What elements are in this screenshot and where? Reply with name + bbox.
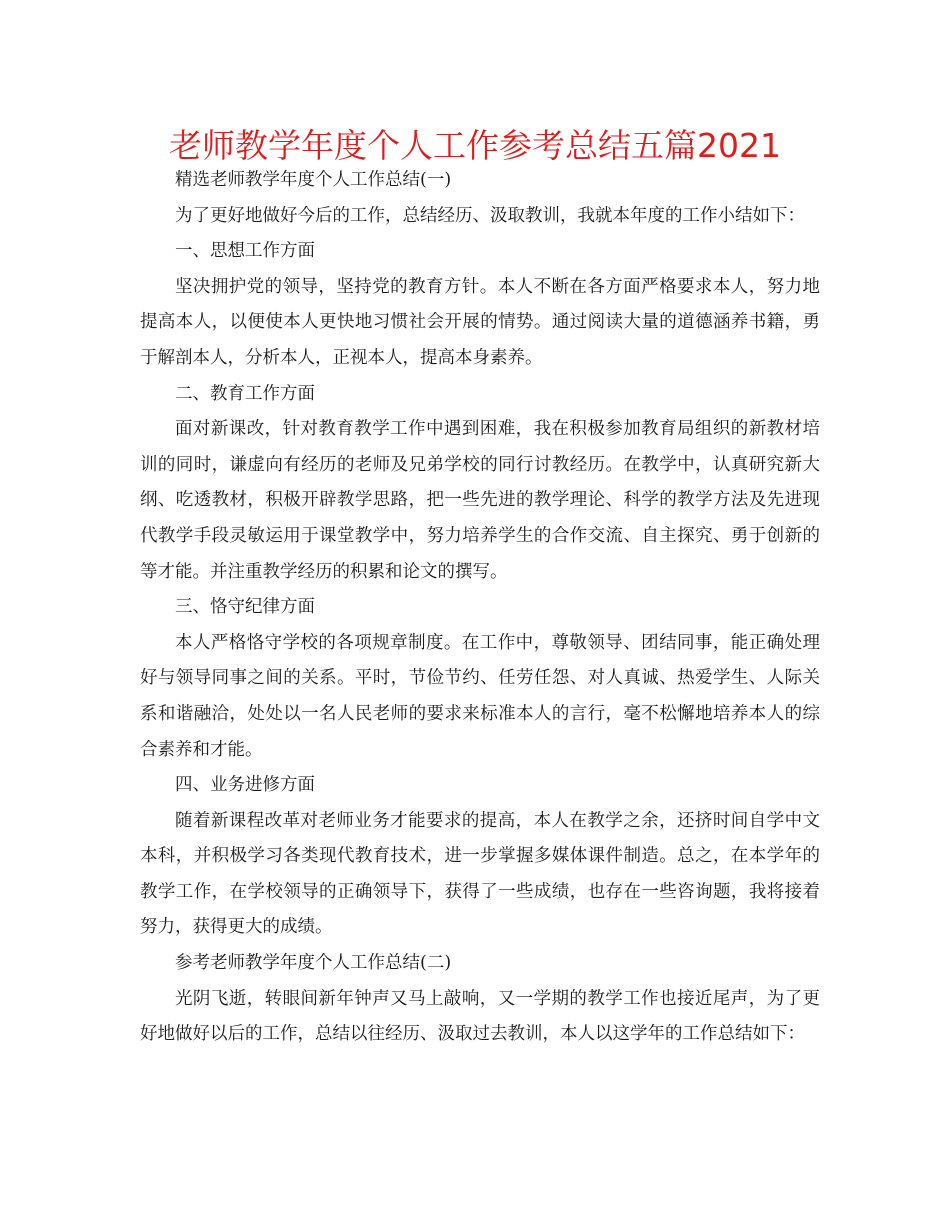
paragraph-discipline: 本人严格恪守学校的各项规章制度。在工作中，尊敬领导、团结同事，能正确处理好与领导同事之间的关系。平时，节俭节约、任劳任怨、对人真诚、热爱学生、人际关系和谐融洽，处处以一名人民老师的要求来标准本人的言行，毫不松懈地培养本人的综合素养和才能。 [140, 632, 820, 760]
paragraph-thought-work: 坚决拥护党的领导，坚持党的教育方针。本人不断在各方面严格要求本人，努力地提高本人，以便使本人更快地习惯社会开展的情势。通过阅读大量的道德涵养书籍，勇于解剖本人，分析本人，正视本人，提高本身素养。 [140, 276, 820, 368]
paragraph-education-work: 面对新课改，针对教育教学工作中遇到困难，我在积极参加教育局组织的新教材培训的同时，谦虚向有经历的老师及兄弟学校的同行讨教经历。在教学中，认真研究新大纲、吃透教材，积极开辟教学思路，把一些先进的教学理论、科学的教学方法及先进现代教学手段灵敏运用于课堂教学中，努力培养学生的合作交流、自主探究、勇于创新的等才能。并注重教学经历的积累和论文的撰写。 [140, 419, 820, 582]
paragraph-professional-study: 随着新课程改革对老师业务才能要求的提高，本人在教学之余，还挤时间自学中文本科，并积极学习各类现代教育技术，进一步掌握多媒体课件制造。总之，在本学年的教学工作，在学校领导的正确领导下，获得了一些成绩，也存在一些咨询题，我将接着努力，获得更大的成绩。 [140, 810, 820, 938]
subheading-education-work: 二、教育工作方面 [175, 383, 315, 404]
paragraph-section-2-intro: 光阴飞逝，转眼间新年钟声又马上敲响，又一学期的教学工作也接近尾声，为了更好地做好以后的工作，总结以往经历、汲取过去教训，本人以这学年的工作总结如下： [140, 988, 820, 1045]
subheading-discipline: 三、恪守纪律方面 [175, 597, 315, 618]
document-title: 老师教学年度个人工作参考总结五篇2021 [169, 126, 781, 165]
subheading-thought-work: 一、思想工作方面 [175, 241, 315, 262]
section-heading-1: 精选老师教学年度个人工作总结(一) [175, 170, 452, 190]
paragraph-intro: 为了更好地做好今后的工作，总结经历、汲取教训，我就本年度的工作小结如下： [175, 205, 805, 226]
section-heading-2: 参考老师教学年度个人工作总结(二) [175, 953, 452, 974]
document-body [140, 163, 820, 1053]
subheading-professional-study: 四、业务进修方面 [175, 775, 315, 796]
